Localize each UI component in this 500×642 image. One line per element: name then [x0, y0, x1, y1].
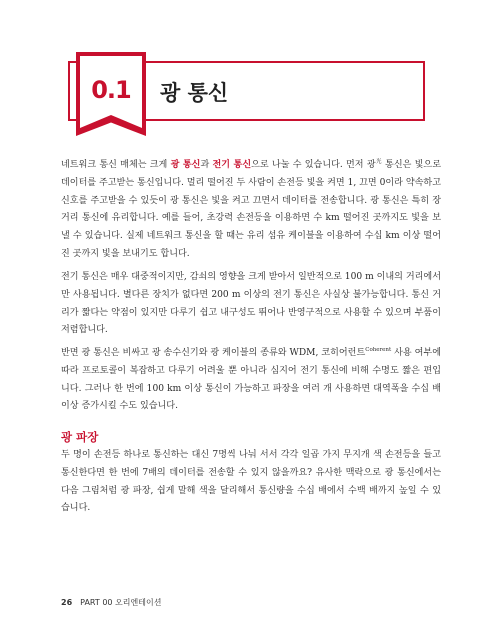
p1-superscript: 光: [375, 158, 382, 165]
p1-highlight-optical: 광 통신: [170, 160, 201, 170]
page-footer: [61, 597, 161, 608]
p3-text-1: 반면 광 통신은 비싸고 광 송수신기와 광 케이블의 종류와 WDM, 코히어런트: [61, 348, 366, 358]
p1-text-1: 네트워크 통신 매체는 크게: [61, 160, 171, 170]
paragraph-1: [61, 157, 441, 264]
p1-text-2: 과: [200, 160, 213, 170]
paragraph-3: [61, 345, 441, 416]
section-number: 0.1: [91, 76, 131, 104]
p3-text-2: 사용 여부에 따라 프로토콜이 복잡하고 다루기 어려울 뿐 아니라 심지어 전기 통신에 비해 수명도 짧은 편입니다. 그러나 한 번에 100 km 이상 통신이 가능하고 파장을 여러 개 사용하면 대역폭을 수십 배 이상 증가시킬 수도 있습니다.: [61, 348, 441, 412]
page-number: 26: [61, 598, 73, 607]
paragraph-2: 전기 통신은 매우 대중적이지만, 감쇠의 영향을 크게 받아서 일반적으로 100 m 이내의 거리에서만 사용됩니다. 별다른 장치가 없다면 200 m 이상의 전기 통신은 사실상 불가능합니다. 통신 거리가 짧다는 약점이 있지만 다루기 쉽고 내구성도 뛰어나 반영구적으로 사용할 수 있으며 부품이 저렴합니다.: [61, 272, 441, 336]
paragraph-4: 두 명이 손전등 하나로 통신하는 대신 7명씩 나눠 서서 각각 일곱 가지 무지개 색 손전등을 들고 통신한다면 한 번에 7배의 데이터를 전송할 수 있지 않을까요? 유사한 맥락으로 광 통신에서는 다음 그림처럼 광 파장, 쉽게 말해 색을 달리해서 통신량을 수십 배에서 수백 배까지 높일 수 있습니다.: [61, 450, 441, 514]
p1-text-3: 으로 나눌 수 있습니다. 먼저 광: [251, 160, 376, 170]
p3-superscript: Coherent: [365, 346, 392, 353]
section-title: 광 통신: [160, 81, 229, 105]
p1-text-4: 통신은 빛으로 데이터를 주고받는 통신입니다. 멀리 떨어진 두 사람이 손전등 빛을 켜면 1, 끄면 0이라 약속하고 신호를 주고받을 수 있듯이 광 통신은 빛을 켜고 끄면서 데이터를 전송합니다. 광 통신은 특히 장거리 통신에 유리합니다. 예를 들어, 초강력 손전등을 이용하면 수 km 떨어진 곳까지도 빛을 보낼 수 있습니다. 실제 네트워크 통신을 할 때는 유리 섬유 케이블을 이용하여 수십 km 이상 떨어진 곳까지 빛을 보내기도 합니다.: [61, 160, 441, 259]
p1-highlight-electric: 전기 통신: [212, 160, 252, 170]
subheading-wavelength: 광 파장: [61, 430, 99, 444]
part-label: PART 00 오리엔테이션: [80, 598, 162, 607]
